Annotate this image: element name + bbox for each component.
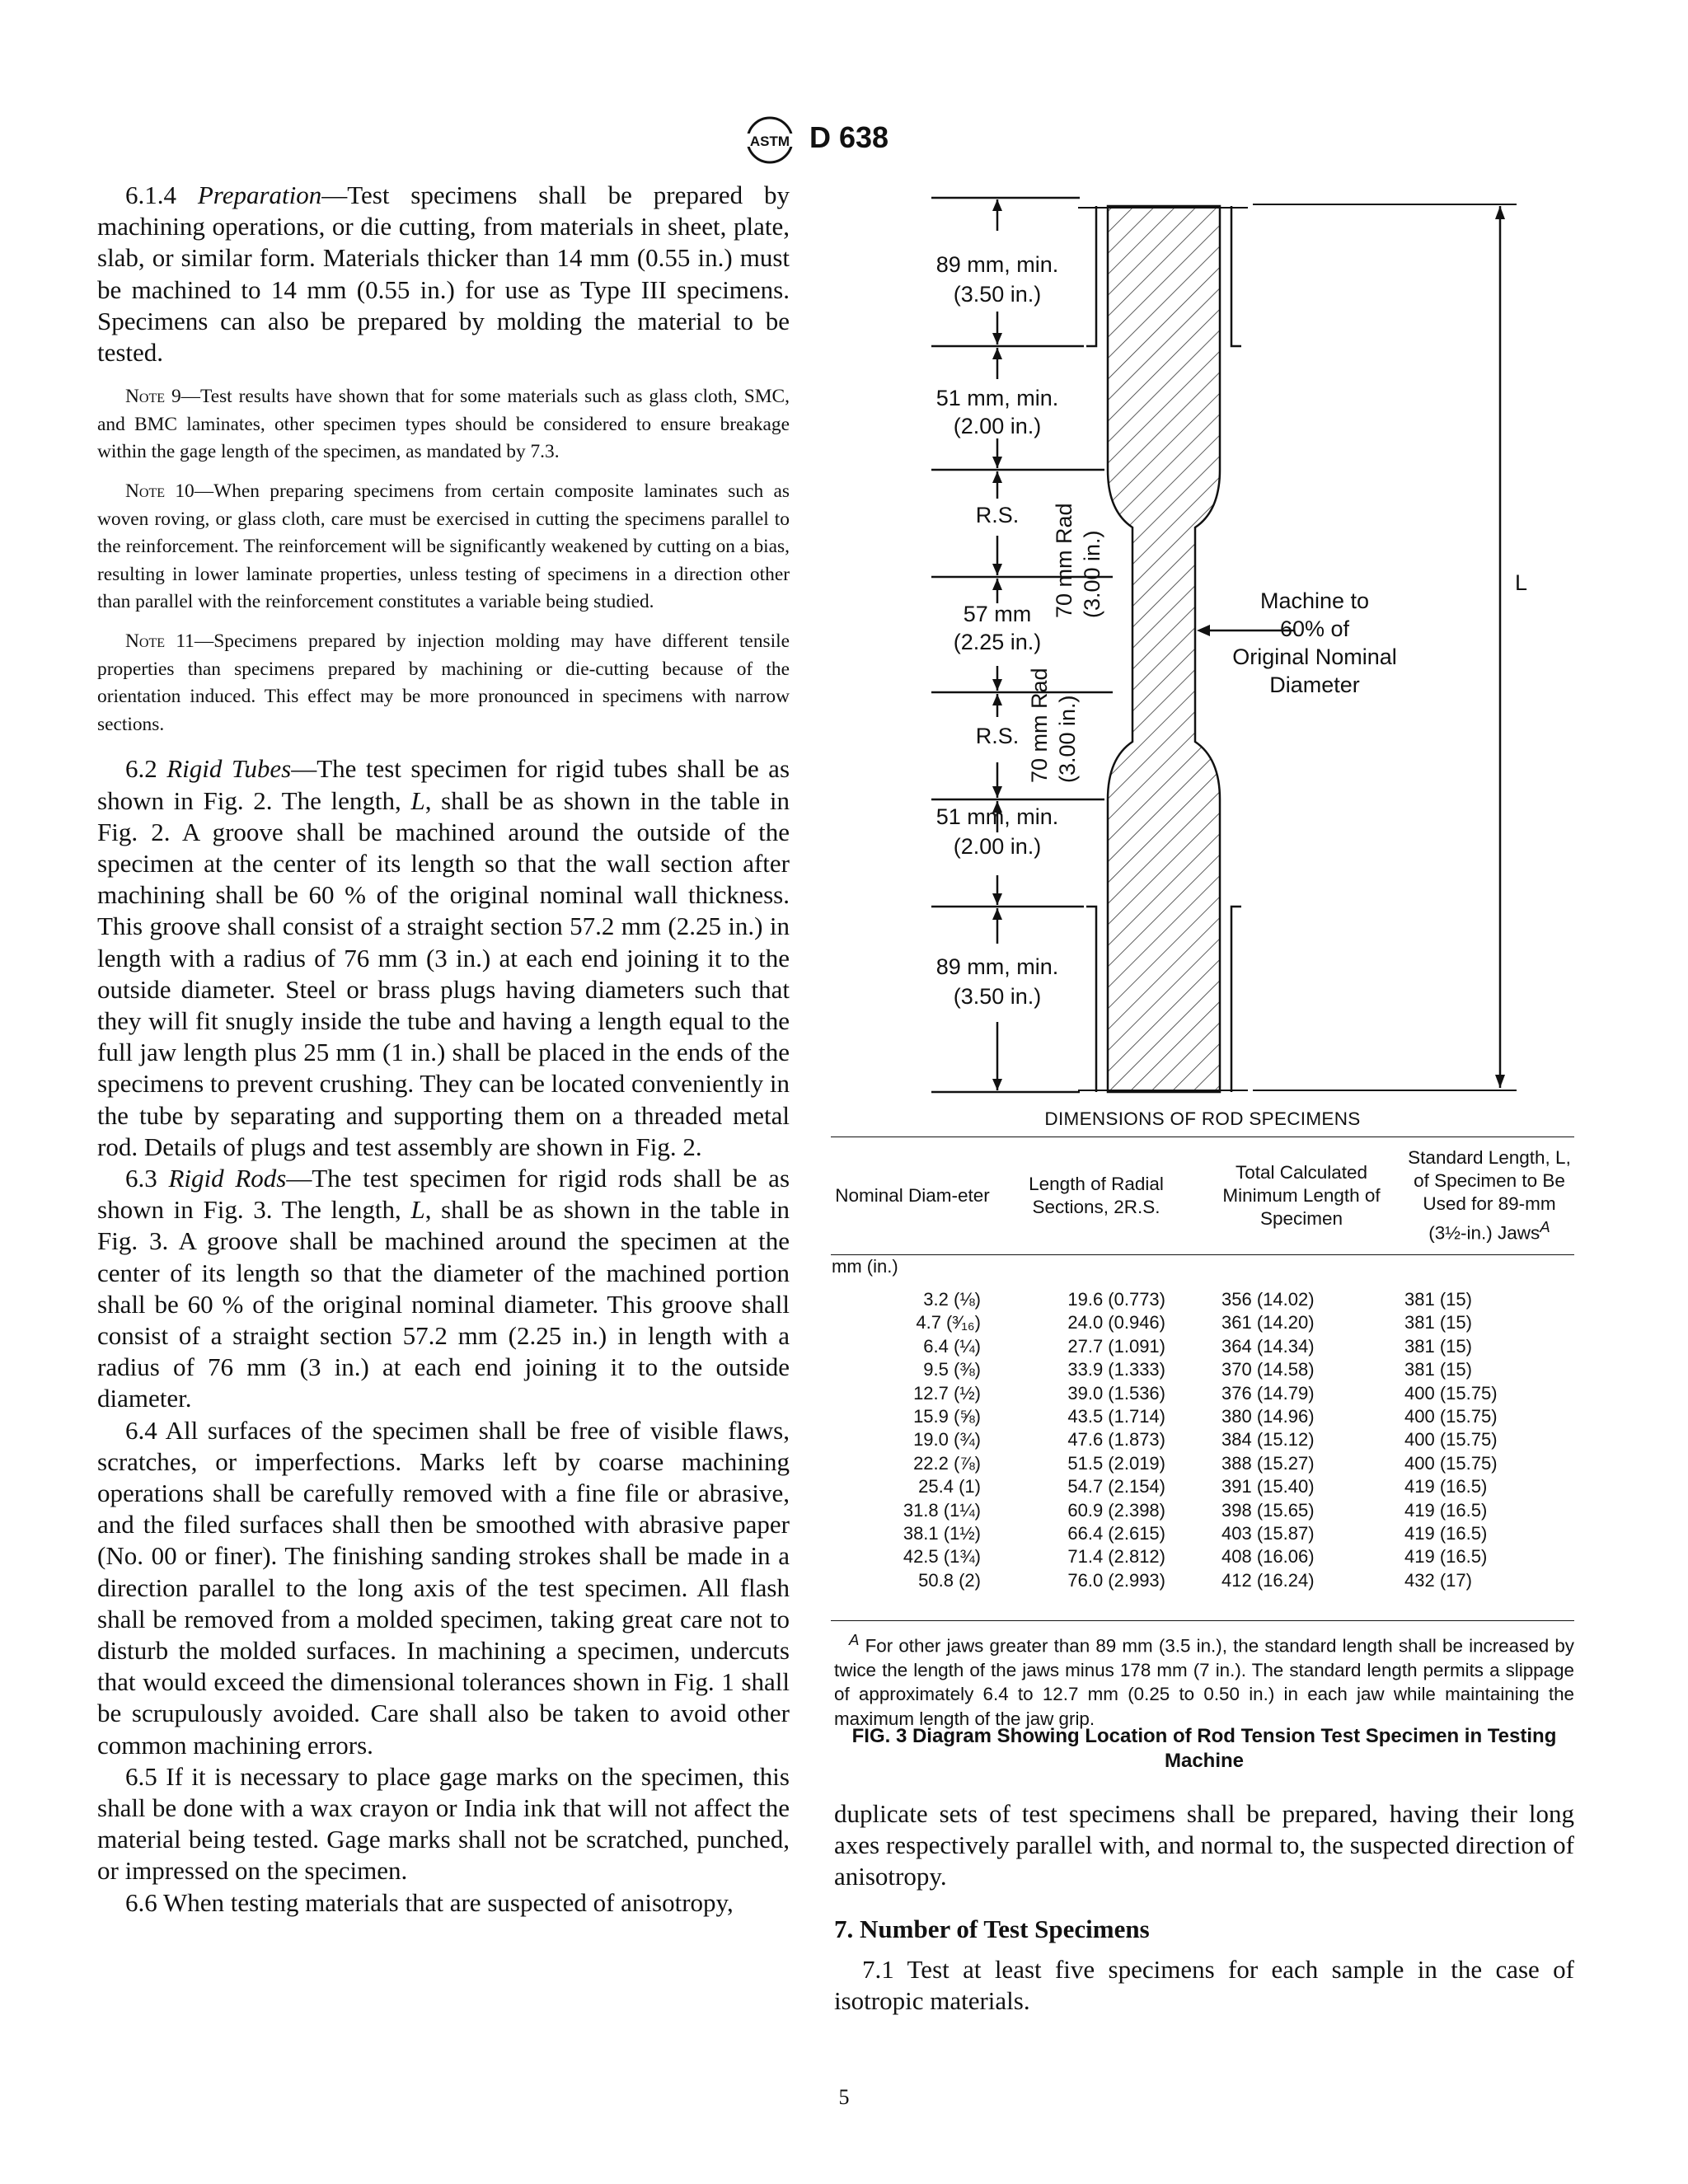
table-cell: 419 (16.5): [1404, 1523, 1488, 1544]
astm-logo-text: ASTM: [749, 134, 790, 149]
dim-51mm-top-in: (2.00 in.): [953, 414, 1042, 438]
table-cell: 381 (15): [1404, 1289, 1472, 1310]
table-cell: 400 (15.75): [1404, 1429, 1498, 1451]
table-row: [831, 1428, 1574, 1451]
table-cell: 76.0 (2.993): [1067, 1569, 1165, 1591]
table-cell: 51.5 (2.019): [1067, 1452, 1165, 1474]
table-cell: 400 (15.75): [1404, 1406, 1498, 1427]
dim-89mm-top-in: (3.50 in.): [953, 282, 1042, 307]
section-7-1: 7.1 Test at least five specimens for each sample in the case of isotropic materials.: [834, 1954, 1574, 2015]
length-label: L: [1515, 570, 1528, 595]
rod-specimen-diagram: [907, 181, 1550, 1096]
machine-to-line1: Machine to: [1259, 588, 1370, 613]
section-6-4: 6.4 All surfaces of the specimen shall be free of visible flaws, scratches, or imperfections. Marks left by coarse machining operations shall be carefully removed with a fine file or abrasive, and the filed surfaces shall then be smoothed with abrasive paper (No. 00 or finer). The finishing sanding strokes shall be made in a direction parallel to the long axis of the test specimen. All flash shall be removed from a molded specimen, taking great care not to disturb the molded surfaces. In machining a specimen, undercuts that would exceed the dimensional tolerances shown in Fig. 1 shall be scrupulously avoided. Care shall also be taken to avoid other common machining errors.: [97, 1415, 790, 1760]
table-cell: 376 (14.79): [1221, 1382, 1315, 1404]
page-header: [738, 115, 985, 165]
table-cell: 381 (15): [1404, 1312, 1472, 1333]
table-cell: 4.7 (³⁄₁₆): [916, 1312, 981, 1333]
table-row: [831, 1499, 1574, 1522]
note-10: Note 10—When preparing specimens from certain composite laminates such as woven roving, or glass cloth, care must be exercised in cutting the specimens parallel to the reinforcement. The reinforcement will be significantly weakened by cutting on a bias, resulting in lower laminate properties, unless testing of specimens in a direction other than parallel with the reinforcement constitutes a variable being studied.: [97, 480, 790, 613]
svg-text:70 mm Rad: 70 mm Rad: [1052, 503, 1076, 618]
table-cell: 66.4 (2.615): [1067, 1523, 1165, 1544]
table-cell: 398 (15.65): [1221, 1499, 1315, 1521]
svg-text:(3.00 in.): (3.00 in.): [1055, 695, 1080, 783]
table-cell: 388 (15.27): [1221, 1452, 1315, 1474]
table-cell: 60.9 (2.398): [1067, 1499, 1165, 1521]
table-cell: 15.9 (⅝): [913, 1406, 981, 1427]
rod-specimen-svg: [907, 181, 1550, 1096]
table-row: [831, 1335, 1574, 1358]
table-cell: 403 (15.87): [1221, 1523, 1315, 1544]
machine-to-line2: 60% of: [1279, 616, 1350, 641]
col-nominal-diameter: Nominal Diam-eter: [831, 1137, 994, 1255]
table-cell: 3.2 (⅛): [923, 1289, 981, 1310]
table-row: [831, 1545, 1574, 1568]
section-7-heading: 7. Number of Test Specimens: [834, 1914, 1150, 1943]
table-cell: 419 (16.5): [1404, 1499, 1488, 1521]
dim-57mm: 57 mm: [963, 602, 1032, 626]
table-row: [831, 1475, 1574, 1498]
dim-51mm-top: 51 mm, min.: [935, 386, 1059, 410]
table-cell: 47.6 (1.873): [1067, 1429, 1165, 1451]
rs-label-bottom: R.S.: [975, 724, 1020, 748]
table-cell: 54.7 (2.154): [1067, 1476, 1165, 1497]
svg-text:(3.00 in.): (3.00 in.): [1080, 530, 1104, 618]
table-cell: 381 (15): [1404, 1335, 1472, 1357]
table-cell: 419 (16.5): [1404, 1546, 1488, 1568]
table-cell: 22.2 (⅞): [913, 1452, 981, 1474]
continuation-paragraph: duplicate sets of test specimens shall be prepared, having their long axes respectively parallel with, and normal to, the suspected direction of anisotropy.: [834, 1799, 1574, 1891]
page-number: 5: [838, 2085, 850, 2109]
table-row: [831, 1405, 1574, 1428]
table-cell: 50.8 (2): [918, 1569, 981, 1591]
table-cell: 38.1 (1½): [903, 1523, 981, 1544]
section-6-2: 6.2 Rigid Tubes—The test specimen for rigid tubes shall be as shown in Fig. 2. The length, L, shall be as shown in the table in Fig. 2. A groove shall be machined around the outside of the specimen at the center of its length so that the wall section after machining shall be 60 % of the original nominal wall thickness. This groove shall consist of a straight section 57.2 mm (2.25 in.) in length with a radius of 76 mm (3 in.) at each end joining it to the outside diameter. Steel or brass plugs having diameters such that they will fit snugly inside the tube and having a length equal to the full jaw length plus 25 mm (1 in.) shall be placed in the ends of the specimens to prevent crushing. They can be located conveniently in the tube by separating and supporting them on a threaded metal rod. Details of plugs and test assembly are shown in Fig. 2.: [97, 754, 790, 1161]
table-cell: 384 (15.12): [1221, 1429, 1315, 1451]
table-row: [831, 1522, 1574, 1545]
section-6-5: 6.5 If it is necessary to place gage marks on the specimen, this shall be done with a wax crayon or India ink that will not affect the material being tested. Gage marks shall not be scratched, punched, or impressed on the specimen.: [97, 1761, 790, 1886]
dim-51mm-bottom: 51 mm, min.: [935, 804, 1059, 829]
table-row: [831, 1382, 1574, 1405]
note-9: Note 9—Test results have shown that for some materials such as glass cloth, SMC, and BMC laminates, other specimen types should be considered to ensure breakage within the gage length of the specimen, as mandated by 7.3.: [97, 386, 790, 463]
table-cell: 380 (14.96): [1221, 1406, 1315, 1427]
table-cell: 31.8 (1¼): [903, 1499, 981, 1521]
units-row: mm (in.): [832, 1256, 898, 1277]
table-row: [831, 1569, 1574, 1592]
col-radial-length: Length of Radial Sections, 2R.S.: [994, 1137, 1198, 1255]
table-title: DIMENSIONS OF ROD SPECIMENS: [1044, 1108, 1361, 1129]
document-code: D 638: [809, 120, 889, 154]
table-row: [831, 1278, 1574, 1311]
table-cell: 400 (15.75): [1404, 1382, 1498, 1404]
table-cell: 6.4 (¼): [923, 1335, 981, 1357]
table-cell: 71.4 (2.812): [1067, 1546, 1165, 1568]
table-cell: 42.5 (1¾): [903, 1546, 981, 1568]
col-total-length: Total Calculated Minimum Length of Specimen: [1198, 1137, 1404, 1255]
table-cell: 432 (17): [1404, 1569, 1472, 1591]
specimen-outline: [1108, 206, 1220, 1092]
machine-to-line4: Diameter: [1269, 673, 1360, 697]
table-cell: 381 (15): [1404, 1359, 1472, 1380]
dim-89mm-bottom-in: (3.50 in.): [953, 984, 1042, 1009]
col-standard-length: Standard Length, L, of Specimen to Be Used for 89-mm (3½-in.) Jaws$^A$: [1404, 1137, 1574, 1255]
table-cell: 19.6 (0.773): [1067, 1289, 1165, 1310]
table-grid: [831, 1137, 1574, 1592]
table-cell: 419 (16.5): [1404, 1476, 1488, 1497]
machine-to-line3: Original Nominal: [1232, 644, 1397, 669]
dim-89mm-bottom: 89 mm, min.: [935, 954, 1059, 979]
section-6-1-4: 6.1.4 Preparation—Test specimens shall be prepared by machining operations, or die cutting, from materials in sheet, plate, slab, or similar form. Materials thicker than 14 mm (0.55 in.) must be machined to 14 mm (0.55 in.) for use as Type III specimens. Specimens can also be prepared by molding the material to be tested.: [97, 180, 790, 368]
rod-dimensions-table: [831, 1108, 1574, 1621]
table-cell: 33.9 (1.333): [1067, 1359, 1165, 1380]
table-body: [831, 1278, 1574, 1592]
table-cell: 364 (14.34): [1221, 1335, 1315, 1357]
dim-51mm-bottom-in: (2.00 in.): [953, 834, 1042, 859]
left-column: [97, 180, 790, 1919]
table-end-rule: [831, 1592, 1574, 1621]
table-row: [831, 1311, 1574, 1334]
section-6-6: 6.6 When testing materials that are suspected of anisotropy,: [125, 1887, 734, 1917]
table-cell: 12.7 (½): [913, 1382, 981, 1404]
table-cell: 412 (16.24): [1221, 1569, 1315, 1591]
section-6-3: 6.3 Rigid Rods—The test specimen for rigid rods shall be as shown in Fig. 3. The length, L, shall be as shown in the table in Fig. 3. A groove shall be machined around the specimen at the center of its length so that the diameter of the machined portion shall be 60 % of the original nominal diameter. This groove shall consist of a straight section 57.2 mm (2.25 in.) in length with a radius of 76 mm (3 in.) at each end joining it to the outside diameter.: [97, 1163, 790, 1413]
table-cell: 408 (16.06): [1221, 1546, 1315, 1568]
table-cell: 391 (15.40): [1221, 1476, 1315, 1497]
note-11: Note 11—Specimens prepared by injection molding may have different tensile properties than specimens prepared by machining or die-cutting because of the orientation induced. This effect may be more pronounced in specimens with narrow sections.: [97, 630, 790, 735]
rs-label-top: R.S.: [975, 503, 1020, 527]
svg-text:70 mm Rad: 70 mm Rad: [1027, 668, 1052, 783]
table-cell: 24.0 (0.946): [1067, 1312, 1165, 1333]
table-cell: 361 (14.20): [1221, 1312, 1315, 1333]
table-cell: 39.0 (1.536): [1067, 1382, 1165, 1404]
table-cell: 9.5 (⅜): [923, 1359, 981, 1380]
table-cell: 356 (14.02): [1221, 1289, 1315, 1310]
dim-89mm-top: 89 mm, min.: [935, 252, 1059, 277]
radius-label-top: [1052, 503, 1104, 618]
right-column: [834, 1798, 1574, 2017]
astm-logo-icon: [738, 115, 802, 165]
table-cell: 19.0 (¾): [913, 1429, 981, 1451]
figure-caption: FIG. 3 Diagram Showing Location of Rod Tension Test Specimen in Testing Machine: [851, 1725, 1557, 1772]
table-row: [831, 1358, 1574, 1381]
radius-label-bottom: [1027, 668, 1080, 783]
dim-57mm-in: (2.25 in.): [953, 630, 1042, 654]
table-cell: 370 (14.58): [1221, 1359, 1315, 1380]
table-row: [831, 1452, 1574, 1475]
table-cell: 25.4 (1): [918, 1476, 981, 1497]
table-cell: 27.7 (1.091): [1067, 1335, 1165, 1357]
table-cell: 400 (15.75): [1404, 1452, 1498, 1474]
table-cell: 43.5 (1.714): [1067, 1406, 1165, 1427]
table-footnote: $^A$ For other jaws greater than 89 mm (3.5 in.), the standard length shall be increased by twice the length of the jaws minus 178 mm (7 in.). The standard length permits a slippage of approximately 6.4 to 12.7 mm (0.25 to 0.50 in.) in each jaw while maintaining the maximum length of the jaw grip.: [834, 1631, 1574, 1729]
